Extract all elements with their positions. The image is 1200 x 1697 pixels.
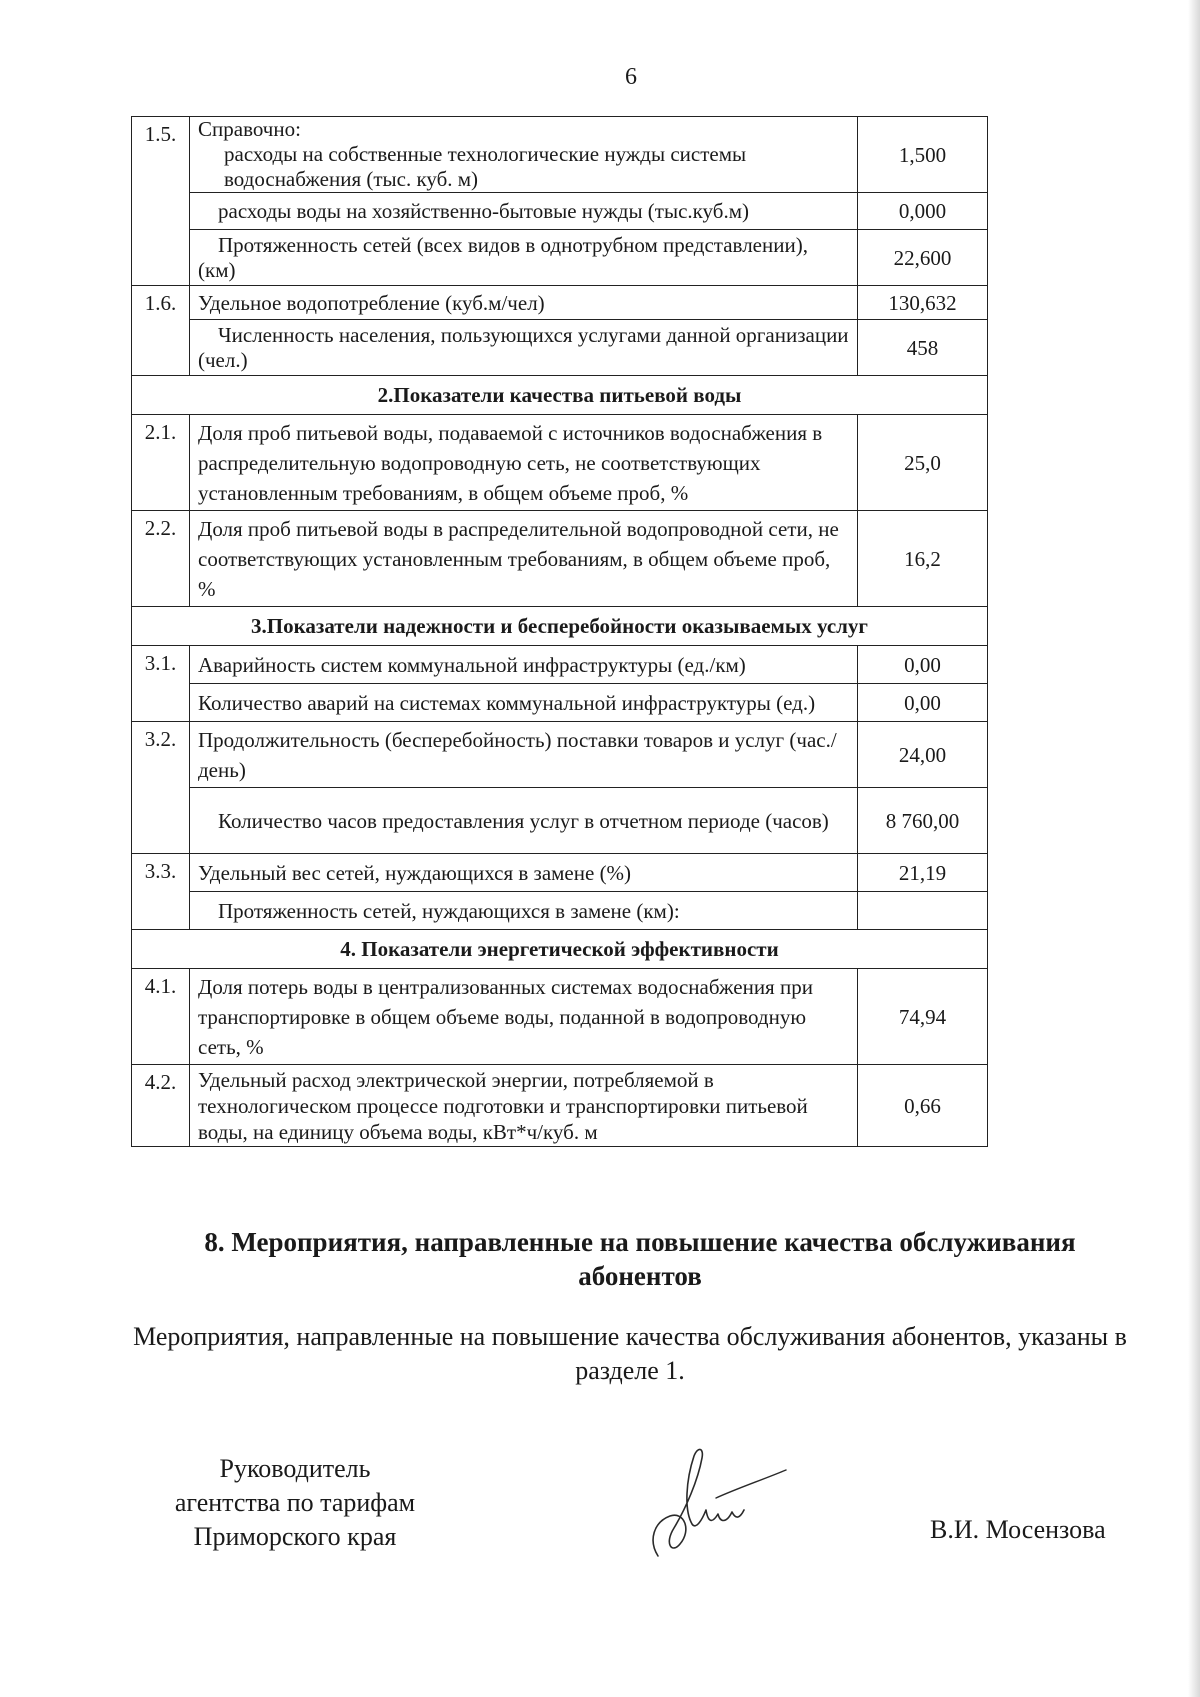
row-value: 1,500 <box>858 117 988 193</box>
table-row <box>132 230 988 286</box>
signer-title-line: Приморского края <box>193 1522 397 1551</box>
section-row <box>132 376 988 415</box>
row-value: 8 760,00 <box>858 788 988 854</box>
table-row <box>132 1065 988 1147</box>
page-number: 6 <box>625 64 637 90</box>
signer-title-line: агентства по тарифам <box>174 1488 416 1517</box>
row-value: 25,0 <box>858 415 988 511</box>
row-value: 24,00 <box>858 722 988 788</box>
signer-title-line: Руководитель <box>219 1454 371 1483</box>
row-value: 0,66 <box>858 1065 988 1147</box>
row-description: Протяженность сетей, нуждающихся в замене (км): <box>190 892 858 930</box>
row-value: 0,000 <box>858 193 988 230</box>
table-row <box>132 646 988 684</box>
row-description: Аварийность систем коммунальной инфраструктуры (ед./км) <box>190 646 858 684</box>
row-value: 22,600 <box>858 230 988 286</box>
table-row <box>132 415 988 511</box>
table-row <box>132 684 988 722</box>
row-number: 1.5. <box>132 117 190 286</box>
section-row <box>132 930 988 969</box>
row-description: Количество аварий на системах коммунальной инфраструктуры (ед.) <box>190 684 858 722</box>
row-description: Доля проб питьевой воды, подаваемой с источников водоснабжения в распределительную водопроводную сеть, не соответствующих установленным требованиям, в общем объеме проб, % <box>190 415 858 511</box>
row-number: 1.6. <box>132 286 190 376</box>
table-row <box>132 117 988 193</box>
row-description: Численность населения, пользующихся услугами данной организации (чел.) <box>190 320 858 376</box>
row-number: 4.2. <box>132 1065 190 1147</box>
section-heading: 3.Показатели надежности и бесперебойности оказываемых услуг <box>132 607 988 646</box>
row-description: Доля проб питьевой воды в распределительной водопроводной сети, не соответствующих установленным требованиям, в общем объеме проб, % <box>190 511 858 607</box>
row-description-line: Справочно: <box>198 117 301 141</box>
table-row <box>132 320 988 376</box>
section-heading: 4. Показатели энергетической эффективности <box>132 930 988 969</box>
row-description: Удельный расход электрической энергии, потребляемой в технологическом процессе подготовки и транспортировки питьевой воды, на единицу объема воды, кВт*ч/куб. м <box>190 1065 858 1147</box>
row-number: 3.1. <box>132 646 190 722</box>
section-8-text: Мероприятия, направленные на повышение качества обслуживания абонентов, указаны в разделе 1. <box>133 1322 1127 1385</box>
section-row <box>132 607 988 646</box>
row-number: 3.3. <box>132 854 190 930</box>
row-number: 2.1. <box>132 415 190 511</box>
table-row <box>132 788 988 854</box>
indicators-table <box>131 116 988 1147</box>
row-description: Количество часов предоставления услуг в отчетном периоде (часов) <box>190 788 858 854</box>
table-row <box>132 511 988 607</box>
row-number: 2.2. <box>132 511 190 607</box>
row-description: Удельный вес сетей, нуждающихся в замене (%) <box>190 854 858 892</box>
row-value: 74,94 <box>858 969 988 1065</box>
row-value: 21,19 <box>858 854 988 892</box>
row-description: Удельное водопотребление (куб.м/чел) <box>190 286 858 320</box>
section-heading: 2.Показатели качества питьевой воды <box>132 376 988 415</box>
row-number: 3.2. <box>132 722 190 854</box>
table-row <box>132 286 988 320</box>
row-description <box>190 117 858 193</box>
row-description-line: расходы на собственные технологические нужды системы водоснабжения (тыс. куб. м) <box>224 142 747 191</box>
row-value: 0,00 <box>858 684 988 722</box>
row-description: Протяженность сетей (всех видов в однотрубном представлении), (км) <box>190 230 858 286</box>
table-row <box>132 969 988 1065</box>
row-value <box>858 892 988 930</box>
table-row <box>132 193 988 230</box>
row-description: Продолжительность (бесперебойность) поставки товаров и услуг (час./день) <box>190 722 858 788</box>
signer-title <box>150 1452 440 1554</box>
row-value: 16,2 <box>858 511 988 607</box>
scan-edge-shadow <box>1188 0 1200 1697</box>
table-row <box>132 892 988 930</box>
table-row <box>132 854 988 892</box>
row-value: 130,632 <box>858 286 988 320</box>
row-value: 458 <box>858 320 988 376</box>
row-description: Доля потерь воды в централизованных системах водоснабжения при транспортировке в общем объеме воды, поданной в водопроводную сеть, % <box>190 969 858 1065</box>
row-number: 4.1. <box>132 969 190 1065</box>
row-value: 0,00 <box>858 646 988 684</box>
section-8-heading: 8. Мероприятия, направленные на повышение качества обслуживания абонентов <box>204 1227 1076 1291</box>
signer-name: В.И. Мосензова <box>930 1515 1106 1544</box>
row-description: расходы воды на хозяйственно-бытовые нужды (тыс.куб.м) <box>190 193 858 230</box>
handwritten-signature <box>640 1440 790 1570</box>
table-row <box>132 722 988 788</box>
